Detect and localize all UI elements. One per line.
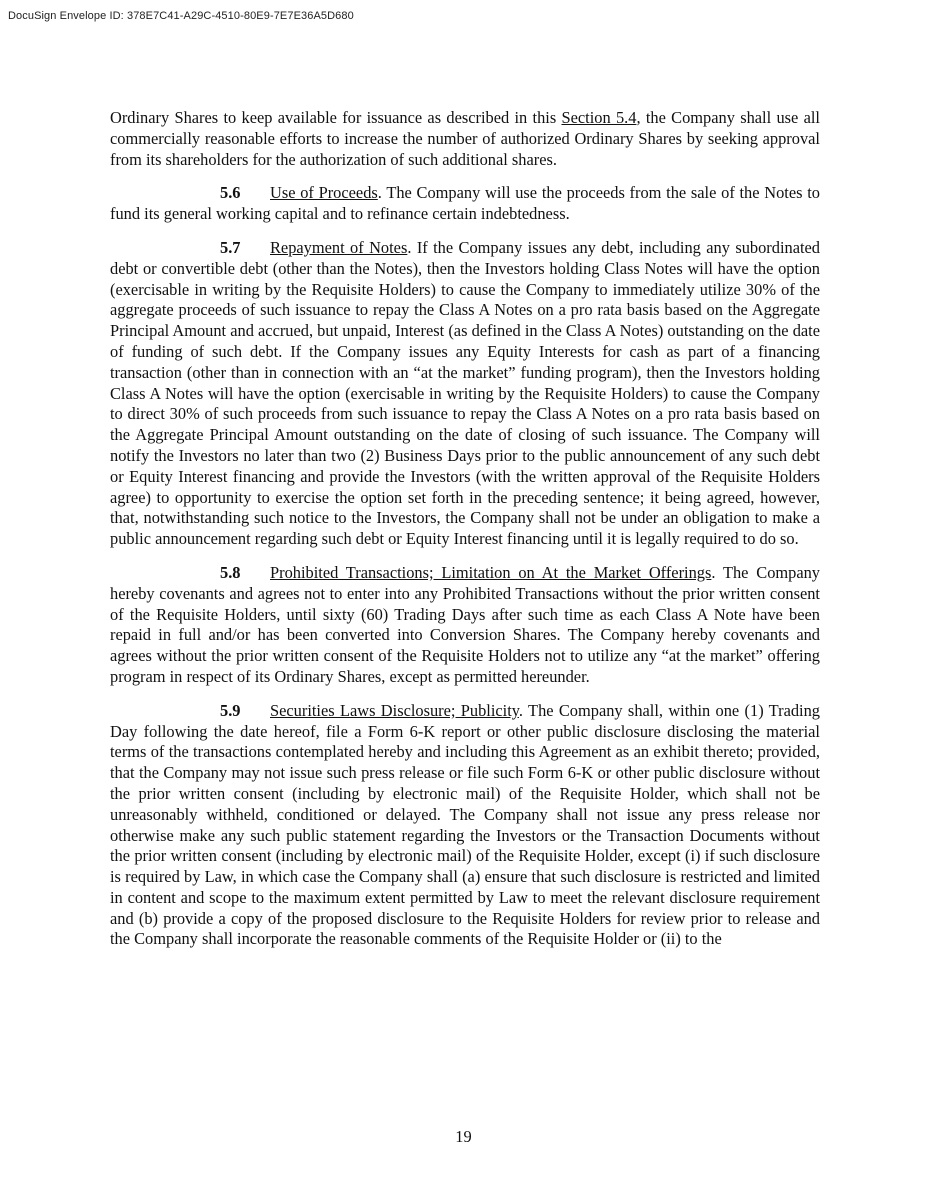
- section-heading: Prohibited Transactions; Limitation on At the Market Offerings: [270, 562, 712, 582]
- section-heading: Repayment of Notes: [270, 237, 408, 257]
- section-number: 5.7: [220, 237, 241, 257]
- section-heading: Securities Laws Disclosure; Publicity: [270, 700, 519, 720]
- paragraph-5-5-continuation: [110, 108, 820, 170]
- paragraph-text: . The Company shall, within one (1) Trading Day following the date hereof, file a Form 6-K report or other public disclosure disclosing the material terms of the transactions contemplated hereby and including this Agreement as an exhibit thereto; provided, that the Company may not issue such press release or file such Form 6-K or other public disclosure without the prior written consent (including by electronic mail) of the Requisite Holder, which shall not be unreasonably withheld, conditioned or delayed. The Company shall not issue any press release nor otherwise make any such public statement regarding the Investors or the Transaction Documents without the prior written consent (including by electronic mail) of the Requisite Holder, except (i) if such disclosure is required by Law, in which case the Company shall (a) ensure that such disclosure is restricted and limited in content and scope to the maximum extent permitted by Law to meet the relevant disclosure requirement and (b) provide a copy of the proposed disclosure to the Requisite Holders for review prior to release and the Company shall incorporate the reasonable comments of the Requisite Holder or (ii) to the: [110, 700, 820, 949]
- paragraph-text: , the Company shall use all commercially reasonable efforts to increase the number of authorized Ordinary Shares by seeking approval from its shareholders for the authorization of such additional shares.: [110, 108, 820, 169]
- paragraph-5-7: [110, 238, 820, 550]
- section-heading: Use of Proceeds: [270, 183, 378, 203]
- section-number: 5.6: [220, 183, 241, 203]
- paragraph-5-9: [110, 701, 820, 951]
- paragraph-text: . The Company hereby covenants and agrees not to enter into any Prohibited Transactions without the prior written consent of the Requisite Holders, until sixty (60) Trading Days after such time as each Class A Note have been repaid in full and/or has been converted into Conversion Shares. The Company hereby covenants and agrees without the prior written consent of the Requisite Holders not to utilize any “at the market” offering program in respect of its Ordinary Shares, except as permitted hereunder.: [110, 562, 821, 686]
- paragraph-text-lead: Ordinary Shares to keep available for issuance as described in this: [110, 108, 562, 127]
- paragraph-text: . The Company will use the proceeds from the sale of the Notes to fund its general working capital and to refinance certain indebtedness.: [110, 183, 820, 224]
- section-reference-link: Section 5.4: [561, 108, 637, 127]
- page-number: 19: [455, 1127, 472, 1146]
- section-number: 5.8: [220, 562, 241, 582]
- document-body: [110, 108, 820, 963]
- docusign-envelope-id: DocuSign Envelope ID: 378E7C41-A29C-4510-80E9-7E7E36A5D680: [8, 10, 354, 22]
- paragraph-5-6: [110, 183, 820, 225]
- paragraph-5-8: [110, 563, 820, 688]
- section-number: 5.9: [220, 700, 241, 720]
- paragraph-text: . If the Company issues any debt, including any subordinated debt or convertible debt (other than the Notes), then the Investors holding Class Notes will have the option (exercisable in writing by the Requisite Holders) to cause the Company to immediately utilize 30% of the aggregate proceeds of such issuance to repay the Class A Notes on a pro rata basis based on the Aggregate Principal Amount and accrued, but unpaid, Interest (as defined in the Class A Notes) outstanding on the date of funding of such debt. If the Company issues any Equity Interests for cash as part of a financing transaction (other than in connection with an “at the market” funding program), then the Investors holding Class A Notes will have the option (exercisable in writing by the Requisite Holders) to cause the Company to direct 30% of such proceeds from such issuance to repay the Class A Notes on a pro rata basis based on the Aggregate Principal Amount outstanding on the date of closing of such issuance. The Company will notify the Investors no later than two (2) Business Days prior to the public announcement of any such debt or Equity Interest financing and provide the Investors (with the written approval of the Requisite Holders agree) to opportunity to exercise the option set forth in the preceding sentence; it being agreed, however, that, notwithstanding such notice to the Investors, the Company shall not be under an obligation to make a public announcement regarding such debt or Equity Interest financing until it is legally required to do so.: [110, 237, 820, 549]
